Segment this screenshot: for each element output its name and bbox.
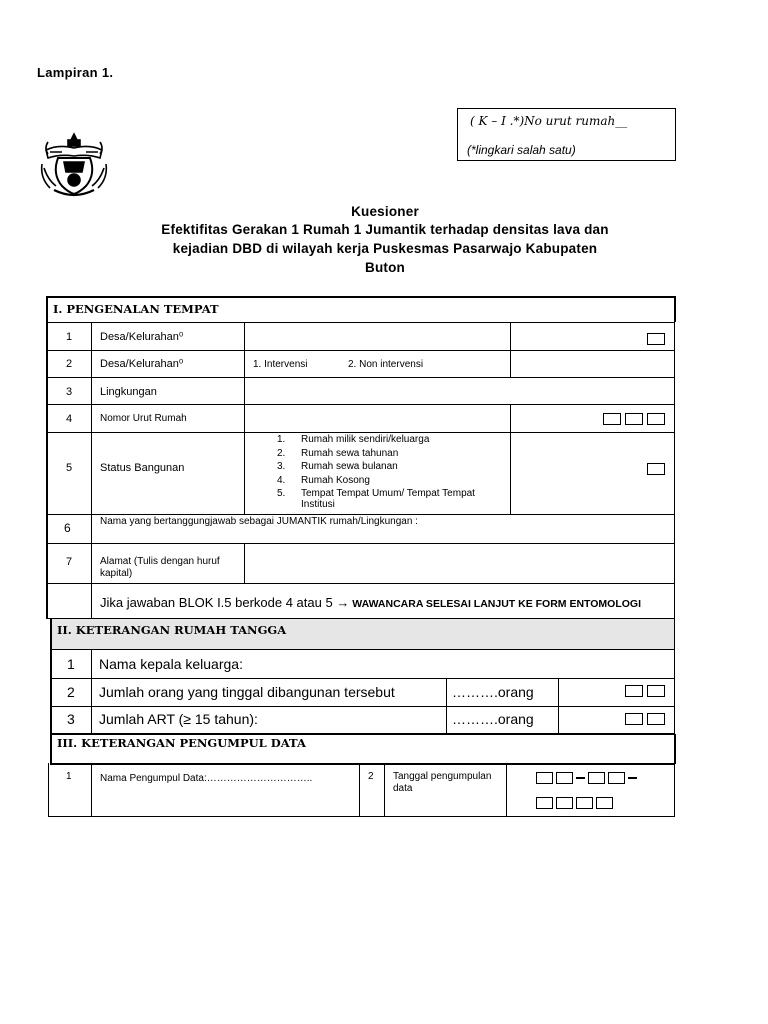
emblem-logo-icon bbox=[38, 128, 110, 202]
nomor-urut-rumah-label: Nomor Urut Rumah bbox=[100, 413, 187, 424]
status-option[interactable]: 2. Rumah sewa tahunan bbox=[277, 447, 399, 459]
status-bangunan-label: Status Bangunan bbox=[100, 462, 185, 474]
jumlah-art-value[interactable]: ……….orang bbox=[452, 711, 534, 727]
jumlah-orang-value[interactable]: ……….orang bbox=[452, 684, 534, 700]
skip-instruction-text: Jika jawaban BLOK I.5 berkode 4 atau 5 bbox=[100, 595, 337, 610]
status-option[interactable]: 3. Rumah sewa bulanan bbox=[277, 461, 398, 472]
row-number: 1 bbox=[66, 331, 73, 343]
section-1-heading: I. PENGENALAN TEMPAT bbox=[53, 302, 219, 316]
row-number: 1 bbox=[66, 771, 72, 782]
date-box[interactable] bbox=[536, 772, 553, 784]
code-box[interactable] bbox=[625, 713, 643, 725]
code-box[interactable] bbox=[625, 685, 643, 697]
arrow-right-icon: → bbox=[336, 595, 350, 610]
date-separator bbox=[628, 777, 637, 779]
row-number: 4 bbox=[66, 413, 73, 425]
skip-instruction bbox=[100, 594, 641, 612]
row-number: 5 bbox=[66, 462, 73, 474]
row-number: 3 bbox=[67, 711, 75, 727]
nama-pengumpul-label[interactable]: Nama Pengumpul Data:………………………….. bbox=[100, 773, 313, 784]
status-bangunan-options bbox=[277, 433, 505, 510]
house-code-line: ( K – I .*)No urut rumah__ bbox=[470, 114, 628, 128]
house-code-note: (*lingkari salah satu) bbox=[467, 143, 576, 157]
title-line-2: Efektifitas Gerakan 1 Rumah 1 Jumantik terhadap densitas lava dan bbox=[161, 222, 609, 237]
desa-kelurahan-input[interactable] bbox=[246, 323, 509, 349]
code-box[interactable] bbox=[603, 413, 621, 425]
skip-instruction-target: WAWANCARA SELESAI LANJUT KE FORM ENTOMOLOGI bbox=[349, 598, 642, 610]
section-2-heading: II. KETERANGAN RUMAH TANGGA bbox=[57, 623, 287, 637]
kepala-keluarga-label: Nama kepala keluarga: bbox=[99, 656, 243, 672]
jumlah-art-label: Jumlah ART (≥ 15 tahun): bbox=[99, 711, 258, 727]
option-intervensi[interactable]: 1. Intervensi bbox=[253, 359, 308, 370]
lampiran-label: Lampiran 1. bbox=[37, 65, 114, 80]
code-box[interactable] bbox=[647, 333, 665, 345]
code-box[interactable] bbox=[625, 413, 643, 425]
alamat-label: Alamat (Tulis dengan huruf kapital) bbox=[100, 556, 220, 579]
lingkungan-input[interactable] bbox=[246, 378, 674, 404]
date-box[interactable] bbox=[536, 797, 553, 809]
row-number: 6 bbox=[64, 521, 71, 535]
date-box[interactable] bbox=[556, 772, 573, 784]
tanggal-pengumpulan-label: Tanggal pengumpulan data bbox=[393, 771, 492, 794]
row-number: 1 bbox=[67, 656, 75, 672]
row-number: 2 bbox=[66, 358, 73, 370]
lingkungan-label: Lingkungan bbox=[100, 386, 157, 398]
code-box[interactable] bbox=[647, 463, 665, 475]
date-box[interactable] bbox=[576, 797, 593, 809]
status-option[interactable]: 5. Tempat Tempat Umum/ Tempat Tempat Institusi bbox=[277, 488, 475, 510]
section-3-heading: III. KETERANGAN PENGUMPUL DATA bbox=[57, 736, 306, 750]
alamat-input[interactable] bbox=[246, 544, 674, 583]
date-box[interactable] bbox=[556, 797, 573, 809]
row-number: 3 bbox=[66, 386, 73, 398]
option-non-intervensi[interactable]: 2. Non intervensi bbox=[348, 359, 424, 370]
desa-kelurahan-type-label: Desa/Kelurahan⁰ bbox=[100, 358, 184, 370]
row-number: 2 bbox=[368, 771, 374, 782]
title-line-4: Buton bbox=[365, 260, 405, 275]
date-box[interactable] bbox=[608, 772, 625, 784]
status-option[interactable]: 1. Rumah milik sendiri/keluarga bbox=[277, 434, 430, 445]
date-separator bbox=[576, 777, 585, 779]
row-number: 7 bbox=[66, 556, 73, 568]
title-line-1: Kuesioner bbox=[351, 204, 419, 219]
code-box[interactable] bbox=[647, 413, 665, 425]
date-box[interactable] bbox=[588, 772, 605, 784]
row-number: 2 bbox=[67, 684, 75, 700]
code-box[interactable] bbox=[647, 713, 665, 725]
title-line-3: kejadian DBD di wilayah kerja Puskesmas Pasarwajo Kabupaten bbox=[172, 241, 598, 256]
jumantik-name-label: Nama yang bertanggungjawab sebagai JUMANTIK rumah/Lingkungan : bbox=[100, 516, 418, 527]
jumlah-orang-label: Jumlah orang yang tinggal dibangunan tersebut bbox=[99, 684, 395, 700]
code-box[interactable] bbox=[647, 685, 665, 697]
date-box[interactable] bbox=[596, 797, 613, 809]
status-option[interactable]: 4. Rumah Kosong bbox=[277, 474, 370, 486]
desa-kelurahan-label: Desa/Kelurahan⁰ bbox=[100, 331, 184, 343]
